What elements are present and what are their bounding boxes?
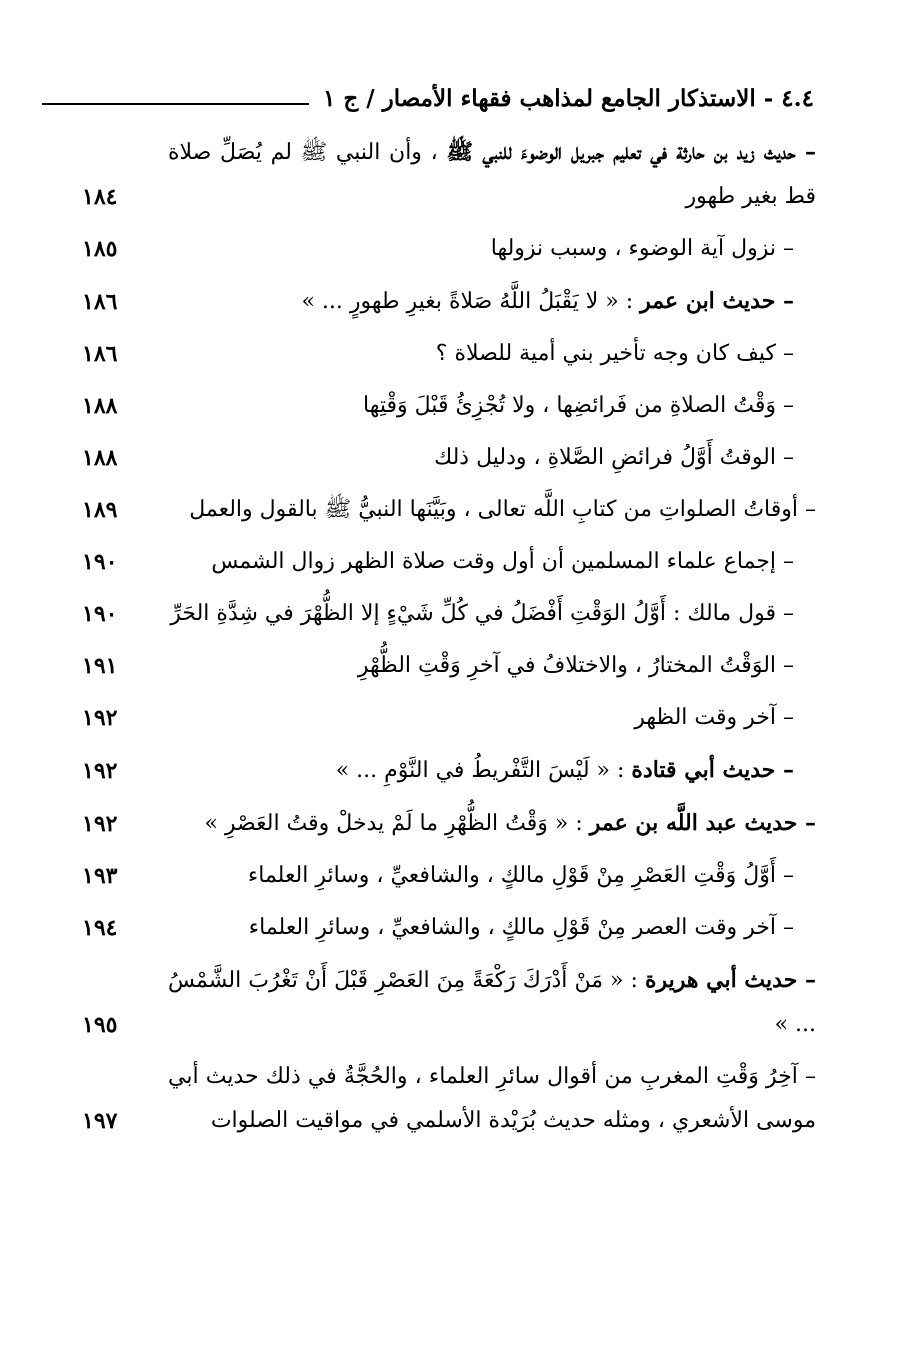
page-number: ١٩٧ xyxy=(82,1108,118,1134)
entry-text: : « لا يَقْبَلُ اللَّهُ صَلاةً بغيرِ طهورٍ ... » xyxy=(301,289,641,314)
page-number: ١٩٢ xyxy=(82,705,118,731)
index-list xyxy=(0,130,916,1151)
entry-bold: – حديث عبد اللَّه بن عمر xyxy=(589,810,816,836)
index-entry xyxy=(0,227,916,271)
index-entry xyxy=(0,592,916,636)
page-number: ١٩٠ xyxy=(82,549,118,575)
entry-text: – إجماع علماء المسلمين أن أول وقت صلاة الظهر زوال الشمس xyxy=(211,549,794,574)
index-entry xyxy=(0,279,916,324)
index-entry xyxy=(0,958,916,1047)
entry-text: ، وأن النبي ﷺ لم يُصَلِّ صلاة قط بغير طهور xyxy=(168,140,816,209)
page-number: ١٨٤ xyxy=(82,184,118,210)
entry-text: – نزول آية الوضوء ، وسبب نزولها xyxy=(490,236,794,261)
index-entry xyxy=(0,854,916,898)
entry-bold: – حديث أبي هريرة xyxy=(644,967,816,993)
page-number: ١٩٣ xyxy=(82,863,118,889)
header-rule xyxy=(42,103,309,105)
index-entry xyxy=(0,332,916,376)
index-entry xyxy=(0,540,916,584)
page-number: ١٨٩ xyxy=(82,497,118,523)
page-number: ١٩٢ xyxy=(82,811,118,837)
entry-text: – آخِرُ وَقْتِ المغربِ من أقوال سائرِ العلماء ، والحُجَّةُ في ذلك حديث أبي موسى الأشعري ، ومثله حديث بُرَيْدة الأسلمي في مواقيت الصلوات xyxy=(168,1064,816,1133)
page-number: ١٩٢ xyxy=(82,758,118,784)
entry-text: – قول مالك : أَوَّلُ الوَقْتِ أَفْضَلُ في كُلِّ شَيْءٍ إلا الظُّهْرَ في شِدَّةِ الحَرِّ xyxy=(170,601,794,626)
page-number: ١٨٦ xyxy=(82,341,118,367)
entry-text: – أوقاتُ الصلواتِ من كتابِ اللَّه تعالى ، وبَيَّنَها النبيُّ ﷺ بالقول والعمل xyxy=(189,497,816,522)
page-header xyxy=(42,78,814,118)
index-entry xyxy=(0,644,916,688)
entry-bold: – حديث أبي قتادة xyxy=(631,757,794,783)
running-header-title: ٤.٤ - الاستذكار الجامع لمذاهب فقهاء الأمصار / ج ١ xyxy=(322,84,814,112)
index-entry xyxy=(0,130,916,219)
entry-text: – كيف كان وجه تأخير بني أمية للصلاة ؟ xyxy=(435,341,794,366)
index-entry xyxy=(0,696,916,740)
page-number: ١٨٨ xyxy=(82,445,118,471)
page-number: ١٩٠ xyxy=(82,601,118,627)
page-number: ١٩٥ xyxy=(82,1012,118,1038)
entry-text: : « لَيْسَ التَّفْريطُ في النَّوْمِ ... » xyxy=(335,758,632,783)
index-entry xyxy=(0,488,916,532)
page-number: ١٨٨ xyxy=(82,393,118,419)
page-number: ١٩١ xyxy=(82,653,118,679)
entry-text: – الوقتُ أَوَّلُ فرائضِ الصَّلاةِ ، ودليل ذلك xyxy=(434,445,794,470)
entry-text: : « وَقْتُ الظُّهْرِ ما لَمْ يدخلْ وقتُ العَصْرِ » xyxy=(204,811,590,836)
entry-text: – وَقْتُ الصلاةِ من فَرائضِها ، ولا تُجْزِئُ قَبْلَ وَقْتِها xyxy=(363,393,794,418)
entry-text: – آخر وقت العصر مِنْ قَوْلِ مالكٍ ، والشافعيِّ ، وسائرِ العلماء xyxy=(248,915,794,940)
page-number: ١٩٤ xyxy=(82,915,118,941)
page-number: ١٨٥ xyxy=(82,236,118,262)
index-entry xyxy=(0,801,916,846)
entry-text: – أَوَّلُ وَقْتِ العَصْرِ مِنْ قَوْلِ مالكٍ ، والشافعيِّ ، وسائرِ العلماء xyxy=(247,863,794,888)
entry-text: – آخر وقت الظهر xyxy=(634,705,794,730)
entry-text: : « مَنْ أَدْرَكَ رَكْعَةً مِنَ العَصْرِ قَبْلَ أَنْ تَغْرُبَ الشَّمْسُ ... » xyxy=(168,968,816,1037)
entry-bold: – حديث زيد بن حارثة في تعليم جبريل الوضوءَ للنبي ﷺ xyxy=(446,139,816,165)
index-entry xyxy=(0,384,916,428)
entry-text: – الوَقْتُ المختارُ ، والاختلافُ في آخرِ وَقْتِ الظُّهْرِ xyxy=(357,653,794,678)
index-entry xyxy=(0,906,916,950)
page-number: ١٨٦ xyxy=(82,289,118,315)
entry-bold: – حديث ابن عمر xyxy=(640,288,794,314)
index-entry xyxy=(0,1055,916,1143)
index-entry xyxy=(0,436,916,480)
index-entry xyxy=(0,748,916,793)
